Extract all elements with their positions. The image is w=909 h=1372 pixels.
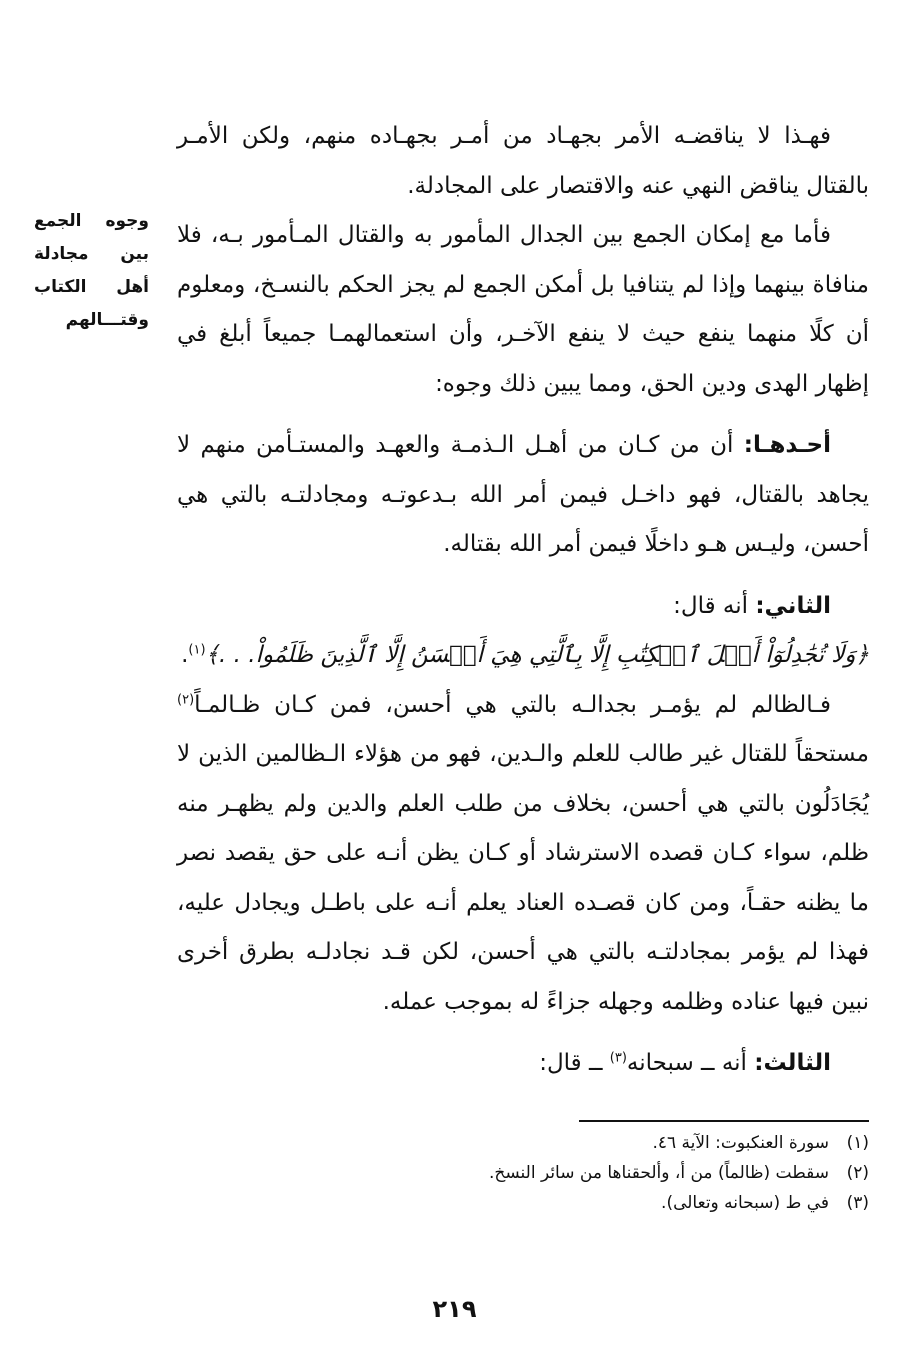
footnotes — [177, 1128, 869, 1218]
paragraph-5 — [177, 681, 869, 1028]
point-label-second: الثاني: — [755, 592, 831, 619]
footnote-text: سقطت (ظالماً) من أ، وألحقناها من سائر النسخ. — [488, 1163, 829, 1183]
footnote-divider — [579, 1120, 869, 1122]
point-text-third-start: أنه ــ سبحانه — [626, 1050, 747, 1076]
paragraph-5-rest: مستحقاً للقتال غير طالب للعلم والـدين، فهو من هؤلاء الـظالمين الذين لا يُجَادَلُون بالتي هي أحسن، بخلاف من طلب العلم والدين ولم يظهـر منه ظلم، سواء كـان قصده الاسترشاد أو كـان يظن أنـه على حق يقصد نصر ما يظنه حقـاً، ومن كان قصـده العناد يعلم أنـه على باطـل ويجادل عليه، فهذا لم يؤمر بمجادلتـه بالتي هي أحسن، لكن قـد نجادلـه بطرق أخرى نبين فيها عناده وظلمه وجهله جزاءً له بموجب عمله. — [177, 741, 869, 1015]
verse-text: ﴿وَلَا تُجَٰدِلُوٓاْ أَهۡلَ ٱلۡكِتَٰبِ إِلَّا بِٱلَّتِي هِيَ أَحۡسَنُ إِلَّا ٱلَّذِينَ ظَلَمُواْ. . .﴾ — [205, 642, 869, 668]
footnote-text: سورة العنكبوت: الآية ٤٦. — [652, 1133, 829, 1153]
paragraph-1: فهـذا لا يناقضـه الأمر بجهـاد من أمـر بجهـاده منهم، ولكن الأمـر بالقتال يناقض النهي عنه والاقتصار على المجادلة. — [177, 123, 869, 199]
margin-note — [34, 205, 149, 337]
footnote-text: في ط (سبحانه وتعالى). — [661, 1193, 829, 1213]
margin-note-line: بين مجادلة — [34, 244, 149, 264]
footnote-item — [177, 1158, 869, 1188]
page-number: ٢١٩ — [432, 1295, 477, 1323]
point-text-first: أن من كـان من أهـل الـذمـة والعهـد والمستـأمن منهم لا يجاهد بالقتال، فهو داخـل فيمن أمر الله بـدعوتـه ومجادلتـه بالتي هي أحسن، وليـس هـو داخلًا فيمن أمر الله بقتاله. — [177, 432, 869, 557]
paragraph-2: فأما مع إمكان الجمع بين الجدال المأمور به والقتال المـأمور بـه، فلا منافاة بينهما وإذا لم يتنافيا بل أمكن الجمع لم يجز الحكم بالنسـخ، ومعلوم أن كلًا منهما ينفع حيث لا ينفع الآخـر، وأن استعمالهمـا جميعاً أبلغ في إظهار الهدى ودين الحق، ومما يبين ذلك وجوه: — [177, 222, 869, 397]
paragraph-6 — [177, 1039, 869, 1089]
margin-note-line: وقتـــالهم — [65, 310, 149, 330]
point-label-first: أحـدهـا: — [743, 432, 832, 458]
point-text-third-end: ــ قال: — [539, 1050, 610, 1076]
footnote-number: (٢) — [846, 1163, 869, 1183]
footnote-item — [177, 1128, 869, 1158]
paragraph-4 — [177, 582, 869, 632]
point-text-second: أنه قال: — [673, 592, 749, 619]
footnote-number: (١) — [846, 1133, 869, 1153]
margin-note-line: وجوه الجمع — [34, 211, 149, 231]
margin-note-line: أهل الكتاب — [34, 277, 149, 297]
footnote-ref-3: (٣) — [609, 1050, 627, 1066]
paragraph-3 — [177, 421, 869, 570]
quran-verse — [177, 631, 869, 681]
footnote-item — [177, 1188, 869, 1218]
paragraph-5-start: فـالظالم لم يؤمـر بجدالـه بالتي هي أحسن، فمن كـان ظـالمـاً — [194, 691, 831, 718]
footnote-ref-1: (١) — [188, 642, 206, 658]
footnote-ref-2: (٢) — [177, 691, 195, 707]
footnote-number: (٣) — [846, 1193, 869, 1213]
main-text — [177, 112, 869, 1089]
point-label-third: الثالث: — [754, 1050, 831, 1076]
verse-end: . — [181, 642, 189, 668]
